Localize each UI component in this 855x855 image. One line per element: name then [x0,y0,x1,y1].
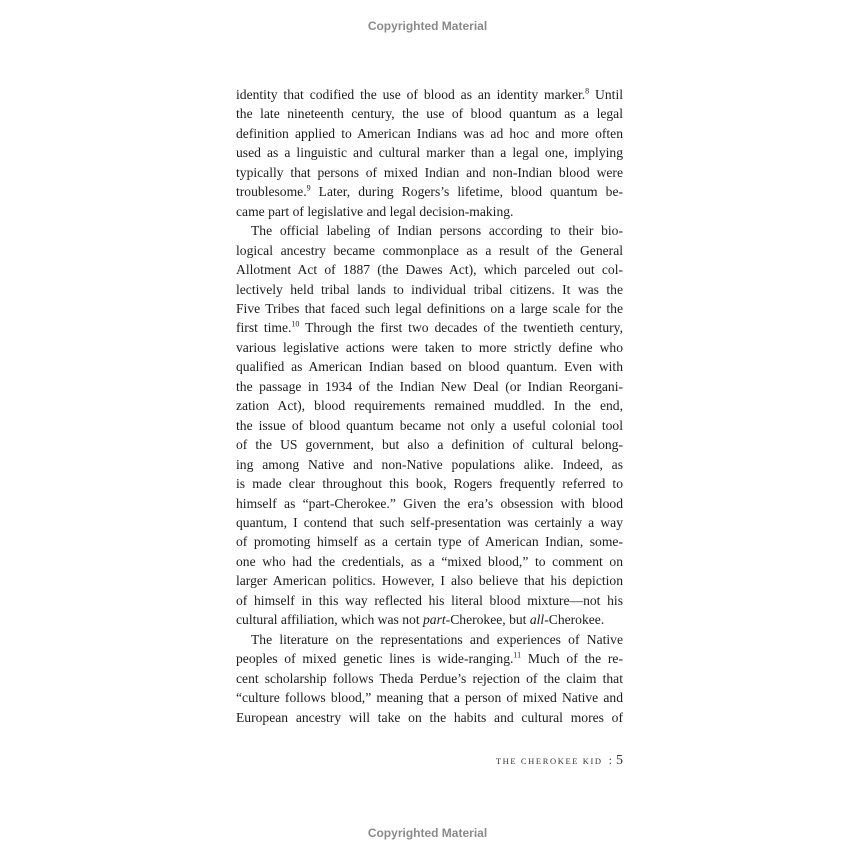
text-line: Allotment Act of 1887 (the Dawes Act), which parceled out col- [236,262,623,278]
text-line: typically that persons of mixed Indian and non-Indian blood were [236,164,623,180]
text-line: the late nineteenth century, the use of blood quantum as a legal [236,106,623,122]
text-line: cultural affiliation, which was not part-Cherokee, but all-Cherokee. [236,612,605,628]
text-line: the issue of blood quantum became not only a useful colonial tool [236,417,623,433]
text-line: larger American politics. However, I also believe that his depiction [236,573,623,589]
text-line: of himself in this way reflected his literal blood mixture—not his [236,592,623,608]
page-footer [236,751,623,769]
text-line: logical ancestry became commonplace as a result of the General [236,242,623,258]
paragraph [236,221,623,630]
text-line: definition applied to American Indians was ad hoc and more often [236,125,623,141]
footnote-marker[interactable]: 9 [306,183,311,193]
text-line: quantum, I contend that such self-presentation was certainly a way [236,514,623,530]
text-line: identity that codified the use of blood as an identity marker.$^8$ Until [236,86,624,102]
text-line: is made clear throughout this book, Rogers frequently referred to [236,476,623,492]
text-line: himself as “part-Cherokee.” Given the era’s obsession with blood [236,495,623,511]
page-number: 5 [616,753,623,768]
running-head: THE CHEROKEE KID [495,756,603,766]
text-line: “culture follows blood,” meaning that a person of mixed Native and [236,690,623,706]
text-line: first time.$^{10}$ Through the first two decades of the twentieth century, [236,319,623,336]
text-line: lectively held tribal lands to individual tribal citizens. It was the [236,281,623,297]
paragraph [236,85,623,221]
text-line: qualified as American Indian based on blood quantum. Even with [236,359,623,375]
text-line: The literature on the representations and experiences of Native [251,631,623,647]
footnote-marker[interactable]: 11 [513,650,522,660]
text-line: one who had the credentials, as a “mixed blood,” to comment on [236,553,623,569]
text-line: came part of legislative and legal decision-making. [236,203,514,219]
footnote-marker[interactable]: 8 [585,86,590,96]
body-text [236,85,623,727]
footnote-marker[interactable]: 10 [291,319,300,329]
text-line: ing among Native and non-Native populations alike. Indeed, as [236,456,623,472]
text-line: used as a linguistic and cultural marker than a legal one, implying [236,145,623,161]
footer-separator: : [608,753,612,767]
text-line: of promoting himself as a certain type of American Indian, some- [236,534,623,550]
text-line: The official labeling of Indian persons according to their bio- [251,223,623,239]
text-line: troublesome.$^9$ Later, during Rogers’s lifetime, blood quantum be- [236,183,623,200]
paragraph [236,630,623,727]
text-line: of the US government, but also a definition of cultural belong- [236,437,623,453]
text-line: the passage in 1934 of the Indian New Deal (or Indian Reorgani- [236,378,623,394]
text-line: cent scholarship follows Theda Perdue’s rejection of the claim that [236,670,623,686]
text-line: peoples of mixed genetic lines is wide-ranging.$^{11}$ Much of the re- [236,650,623,667]
text-line: zation Act), blood requirements remained muddled. In the end, [236,398,623,414]
copyright-watermark-top: Copyrighted Material [367,19,488,33]
text-line: European ancestry will take on the habits and cultural mores of [236,709,623,725]
text-line: various legislative actions were taken to more strictly define who [236,339,623,355]
text-line: Five Tribes that faced such legal definitions on a large scale for the [236,300,623,316]
copyright-watermark-bottom: Copyrighted Material [367,826,488,840]
